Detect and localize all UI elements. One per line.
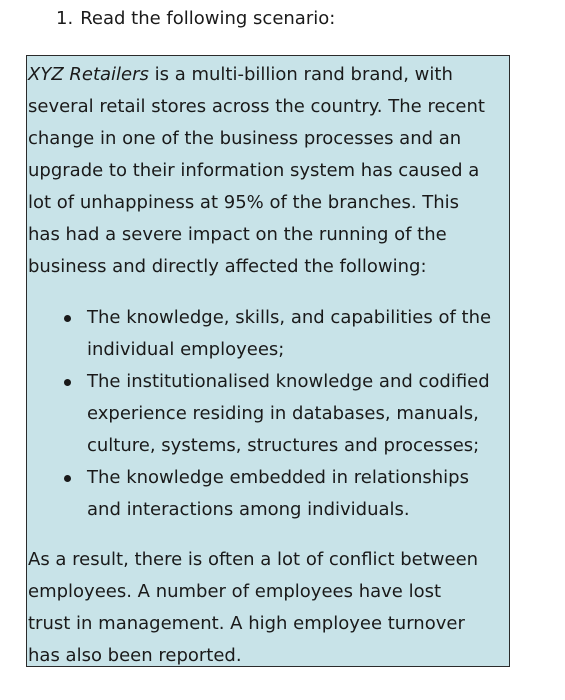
- bullet-icon: [64, 379, 71, 386]
- list-item: [28, 366, 509, 462]
- intro-line: upgrade to their information system has caused a: [28, 160, 480, 181]
- company-name: XYZ Retailers: [28, 64, 149, 85]
- impact-list: [28, 302, 509, 526]
- question-number: 1.: [56, 8, 74, 29]
- bullet-icon: [64, 315, 71, 322]
- list-item-line: The institutionalised knowledge and codified: [87, 371, 490, 392]
- list-item-line: individual employees;: [87, 339, 285, 360]
- intro-line: business and directly affected the following:: [28, 256, 427, 277]
- intro-line: change in one of the business processes and an: [28, 128, 462, 149]
- closing-line: As a result, there is often a lot of conflict between: [28, 549, 479, 570]
- closing-line: trust in management. A high employee turnover: [28, 613, 465, 634]
- intro-line: lot of unhappiness at 95% of the branches. This: [28, 192, 460, 213]
- list-item: [28, 462, 509, 526]
- list-item-line: and interactions among individuals.: [87, 499, 410, 520]
- intro-line: has had a severe impact on the running of the: [28, 224, 447, 245]
- intro-line: several retail stores across the country. The recent: [28, 96, 485, 117]
- question-text: Read the following scenario:: [80, 8, 336, 29]
- scenario-box: [26, 55, 510, 667]
- list-item-line: The knowledge, skills, and capabilities of the: [87, 307, 492, 328]
- intro-paragraph: [28, 59, 509, 283]
- closing-line: has also been reported.: [28, 645, 242, 666]
- list-item-line: The knowledge embedded in relationships: [87, 467, 469, 488]
- closing-paragraph: [28, 544, 509, 672]
- list-item-line: experience residing in databases, manuals,: [87, 403, 479, 424]
- list-item-line: culture, systems, structures and processes;: [87, 435, 480, 456]
- closing-line: employees. A number of employees have lost: [28, 581, 442, 602]
- intro-line: XYZ Retailers is a multi-billion rand brand, with: [28, 64, 453, 85]
- list-item: [28, 302, 509, 366]
- question-heading: [56, 6, 335, 32]
- bullet-icon: [64, 475, 71, 482]
